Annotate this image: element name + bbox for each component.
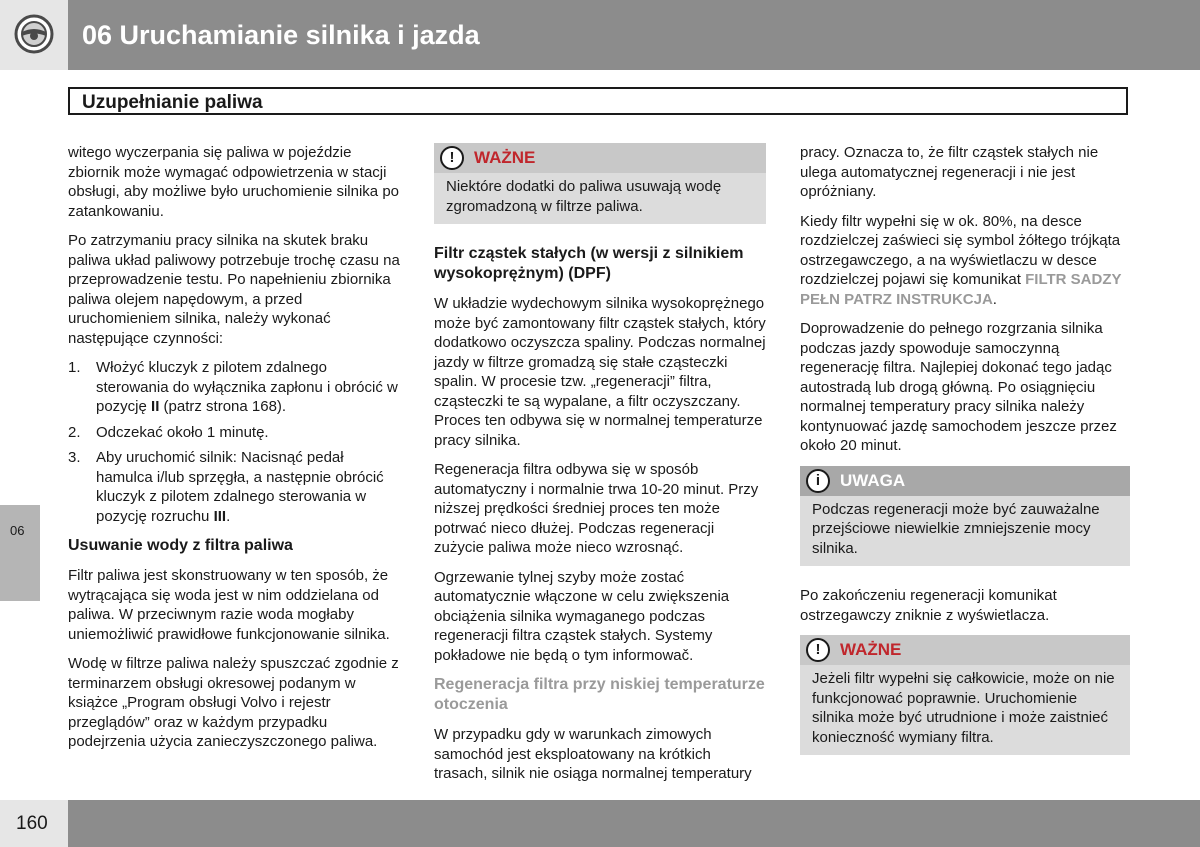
- column-2: [434, 143, 766, 794]
- note-title: UWAGA: [840, 470, 906, 490]
- step-position: III: [213, 507, 227, 525]
- note-header: [800, 466, 1130, 496]
- chapter-tab-label: 06: [10, 523, 25, 538]
- paragraph: Ogrzewanie tylnej szyby może zostać automatycznie włączone w celu zwiększenia obciążenia silnika wymaganego podczas regeneracji filtra cząstek stałych. Systemy pokładowe nie będą o tym informowač.: [434, 568, 730, 664]
- paragraph: W przypadku gdy w warunkach zimowych samochód jest eksploatowany na krótkich trasach, silnik nie osiąga normalnej temperatury: [434, 726, 752, 782]
- display-message: FILTR SADZY PEŁN PATRZ INSTRUKCJA: [800, 271, 1122, 308]
- paragraph: Doprowadzenie do pełnego rozgrzania silnika podczas jazdy spowoduje samoczynną regenerację filtra. Najlepiej dokonać tego jadąc autostradą lub drogą główną. Po osiągnięciu normalnej temperatury pracy silnika należy kontynuować jazdę samochodem jeszcze przez około 20 minut.: [800, 320, 1117, 454]
- step-number: 2.: [68, 423, 81, 441]
- steering-wheel-icon: [14, 14, 54, 54]
- paragraph-text: Kiedy filtr wypełni się w ok. 80%, na desce rozdzielczej zaświeci się symbol żółtego trójkąta ostrzegawczego, a na wyświetlaczu w desce rozdzielczej pojawi się komunikat: [800, 212, 1121, 288]
- step-number: 3.: [68, 449, 81, 466]
- step-item: [68, 423, 400, 443]
- step-text-end: (patrz strona 168).: [159, 398, 287, 415]
- important-note: [434, 143, 766, 224]
- paragraph: Wodę w filtrze paliwa należy spuszczać zgodnie z terminarzem obsługi okresowej podanym w książce „Program obsługi Volvo i rejestr przeglądów” oraz w każdym przypadku podejrzenia użycia zanieczyszczonego paliwa.: [68, 655, 399, 750]
- steps-list: [68, 358, 400, 526]
- paragraph-end: .: [992, 290, 997, 308]
- step-number: 1.: [68, 359, 81, 376]
- notice-note: [800, 466, 1130, 567]
- info-icon: i: [806, 469, 830, 493]
- paragraph: witego wyczerpania się paliwa w pojeździe zbiornik może wymagać odpowietrzenia w stacji obsługi, aby możliwe było uruchomienie silnika po zatankowaniu.: [68, 144, 400, 220]
- note-header: [434, 143, 766, 173]
- step-item: [68, 358, 400, 417]
- logo: [0, 0, 68, 70]
- important-note: [800, 635, 1130, 755]
- note-text: Niektóre dodatki do paliwa usuwają wodę zgromadzoną w filtrze paliwa.: [446, 178, 722, 215]
- chapter-title: 06 Uruchamianie silnika i jazda: [82, 20, 480, 50]
- section-header: [68, 87, 1128, 115]
- step-position: II: [151, 398, 160, 415]
- step-text: Odczekać około 1 minutę.: [96, 423, 269, 441]
- section-title: Uzupełnianie paliwa: [82, 92, 263, 113]
- paragraph: [800, 212, 1130, 310]
- paragraph: Po zatrzymaniu pracy silnika na skutek braku paliwa układ paliwowy potrzebuje trochę czasu na przeprowadzenie testu. Po napełnieniu zbiornika paliwa olejem napędowym, a przed uruchomieniem silnika, należy wykonać następujące czynności:: [68, 232, 400, 347]
- exclamation-icon: !: [806, 638, 830, 662]
- note-text: Jeżeli filtr wypełni się całkowicie, może on nie funkcjonować poprawnie. Uruchomienie silnika może być utrudnione i może zaistnieć konieczność wymiany filtra.: [812, 670, 1115, 746]
- subheading: Regeneracja filtra przy niskiej temperaturze otoczenia: [434, 676, 765, 713]
- paragraph: W układzie wydechowym silnika wysokoprężnego może być zamontowany filtr cząstek stałych, który dodatkowo oczyszcza spaliny. Podczas normalnej jazdy w filtrze gromadzą się stałe cząsteczki spalin. W procesie tzw. „regeneracji” filtra, cząsteczki te są wypalane, a filtr oczyszczany. Proces ten odbywa się w normalnej temperaturze pracy silnika.: [434, 295, 766, 449]
- note-header: [800, 635, 1130, 665]
- note-title: WAŻNE: [474, 148, 536, 167]
- paragraph: Regeneracja filtra odbywa się w sposób automatyczny i normalnie trwa 10-20 minut. Przy niższej prędkości średniej proces ten może potrwać nieco dłużej. Podczas regeneracji zużycie paliwa może nieco wzrosnąć.: [434, 461, 759, 556]
- step-item: [68, 448, 400, 526]
- subheading: Usuwanie wody z filtra paliwa: [68, 537, 293, 554]
- page-number: 160: [16, 813, 48, 834]
- paragraph: Filtr paliwa jest skonstruowany w ten sposób, że wytrącająca się woda jest w nim oddzielana od paliwa. W przeciwnym razie woda mogłaby uniemożliwić prawidłowe funkcjonowanie silnika.: [68, 567, 390, 643]
- exclamation-icon: !: [440, 146, 464, 170]
- column-3: [800, 143, 1130, 775]
- subheading: Filtr cząstek stałych (w wersji z silnikiem wysokoprężnym) (DPF): [434, 245, 744, 282]
- paragraph: Po zakończeniu regeneracji komunikat ostrzegawczy zniknie z wyświetlacza.: [800, 587, 1057, 624]
- column-1: [68, 143, 400, 762]
- footer-bar: [0, 800, 1200, 847]
- note-title: WAŻNE: [840, 640, 902, 659]
- note-text: Podczas regeneracji może być zauważalne przejściowe niewielkie zmniejszenie mocy silnika.: [812, 500, 1100, 557]
- step-text: Włożyć kluczyk z pilotem zdalnego sterowania do wyłącznika zapłonu i obrócić w pozycję: [96, 359, 398, 415]
- chapter-side-tab: [0, 505, 40, 601]
- step-text: Aby uruchomić silnik: Nacisnąć pedał hamulca i/lub sprzęgła, a następnie obrócić kluczyk z pilotem zdalnego sterowania w pozycję rozruchu: [96, 449, 384, 525]
- step-text-end: .: [226, 507, 231, 525]
- paragraph: pracy. Oznacza to, że filtr cząstek stałych nie ulega automatycznej regeneracji i nie jest opróżniany.: [800, 144, 1099, 200]
- page-number-box: [0, 800, 68, 847]
